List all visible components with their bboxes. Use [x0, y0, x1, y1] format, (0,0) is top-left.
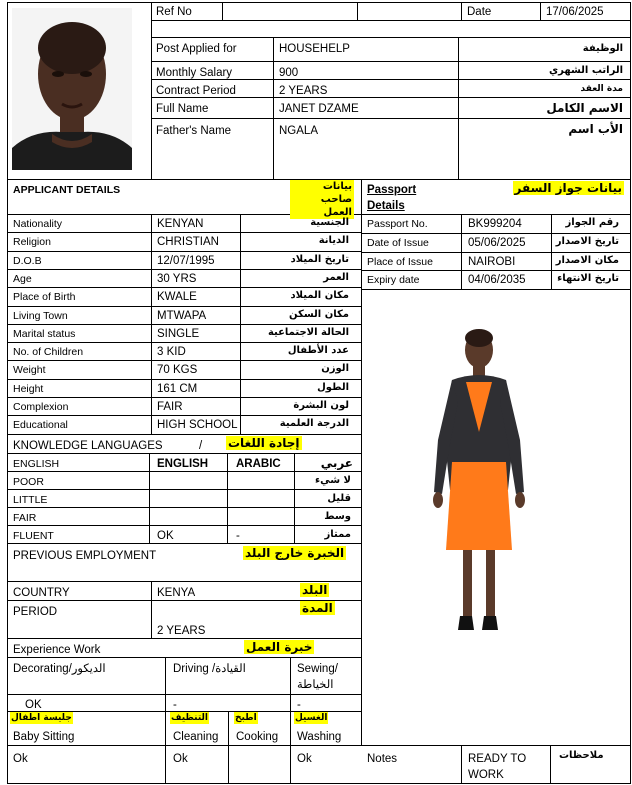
- applicant-row-ar: الدرجة العلمية: [279, 418, 349, 429]
- father-name-ar: الأب اسم: [568, 122, 623, 136]
- language-arabic-value[interactable]: [233, 509, 239, 513]
- language-english-value[interactable]: OK: [157, 530, 174, 542]
- post-applied-label: Post Applied for: [156, 43, 237, 55]
- applicant-row-value[interactable]: SINGLE: [157, 328, 200, 340]
- applicant-row-value[interactable]: KENYAN: [157, 218, 204, 230]
- contract-period-label: Contract Period: [156, 85, 236, 97]
- language-level-label: LITTLE: [13, 494, 48, 506]
- post-applied-value[interactable]: HOUSEHELP: [279, 43, 350, 55]
- passport-row-value[interactable]: 04/06/2035: [468, 274, 526, 286]
- notes-value-line2[interactable]: WORK: [468, 769, 504, 781]
- applicant-row-value[interactable]: CHRISTIAN: [157, 236, 219, 248]
- baby-sitting-ar: جليسة اطفال: [11, 713, 72, 723]
- baby-sitting-value[interactable]: Ok: [13, 753, 28, 765]
- full-name-label: Full Name: [156, 103, 209, 115]
- applicant-row-label: No. of Children: [13, 346, 84, 358]
- country-ar: البلد: [302, 583, 328, 597]
- applicant-row-label: Nationality: [13, 218, 63, 230]
- washing-ar: الغسيل: [295, 713, 328, 723]
- applicant-row-label: Complexion: [13, 401, 69, 413]
- applicant-row-label: Height: [13, 383, 44, 395]
- previous-employment-ar: الخبرة خارج البلد: [245, 546, 345, 560]
- applicant-row-ar: مكان السكن: [289, 309, 349, 320]
- ref-no-label: Ref No: [156, 6, 192, 18]
- applicant-row-ar: الطول: [317, 382, 349, 393]
- passport-row-label: Passport No.: [367, 218, 428, 230]
- period-ar: المدة: [302, 601, 333, 615]
- passport-row-label: Expiry date: [367, 274, 420, 286]
- language-arabic-value[interactable]: [233, 491, 239, 495]
- monthly-salary-value[interactable]: 900: [279, 67, 299, 79]
- passport-row-ar: مكان الاصدار: [555, 255, 619, 266]
- language-level-ar: لا شيء: [315, 475, 351, 486]
- country-value[interactable]: KENYA: [157, 587, 196, 599]
- passport-details-title-2: Details: [367, 200, 405, 212]
- language-level-label: FLUENT: [13, 530, 54, 542]
- language-level-label: FAIR: [13, 512, 37, 524]
- full-name-ar: الاسم الكامل: [546, 101, 623, 115]
- washing-label: Washing: [297, 731, 342, 743]
- post-applied-ar: الوظيفة: [582, 43, 623, 54]
- cooking-ar: اطبخ: [235, 713, 257, 723]
- languages-col-english: ENGLISH: [157, 458, 209, 470]
- passport-details-title-1: Passport: [367, 184, 417, 196]
- applicant-row-label: Marital status: [13, 328, 76, 340]
- applicant-row-ar: الجنسية: [310, 217, 349, 228]
- applicant-row-value[interactable]: 12/07/1995: [157, 255, 215, 267]
- passport-row-value[interactable]: 05/06/2025: [468, 237, 526, 249]
- applicant-row-value[interactable]: HIGH SCHOOL: [157, 419, 238, 431]
- applicant-row-ar: مكان الميلاد: [290, 290, 349, 301]
- applicant-row-label: D.O.B: [13, 255, 42, 267]
- languages-title: KNOWLEDGE LANGUAGES: [13, 440, 163, 452]
- father-name-label: Father's Name: [156, 125, 232, 137]
- applicant-row-label: Living Town: [13, 310, 68, 322]
- notes-ar: ملاحظات: [559, 750, 604, 761]
- country-label: COUNTRY: [13, 587, 70, 599]
- cooking-value[interactable]: [233, 750, 239, 754]
- applicant-row-ar: لون البشرة: [293, 400, 349, 411]
- decorating-label: Decorating/الديكور: [13, 663, 106, 675]
- monthly-salary-label: Monthly Salary: [156, 67, 233, 79]
- monthly-salary-ar: الراتب الشهري: [549, 65, 623, 76]
- applicant-details-ar: بيانات صاحب العمل: [290, 180, 354, 219]
- language-level-ar: ممتاز: [324, 529, 351, 540]
- applicant-row-value[interactable]: MTWAPA: [157, 310, 207, 322]
- languages-col-arabic-ar: عربي: [320, 456, 353, 470]
- applicant-row-label: Educational: [13, 419, 68, 431]
- sewing-label-line2: الخياطة: [297, 679, 334, 691]
- passport-row-label: Place of Issue: [367, 256, 433, 268]
- applicant-row-ar: الوزن: [321, 363, 349, 374]
- passport-row-ar: رقم الجواز: [565, 217, 619, 228]
- applicant-row-ar: الحالة الاجتماعية: [267, 327, 349, 338]
- language-english-value[interactable]: [154, 491, 160, 495]
- language-arabic-value[interactable]: -: [236, 530, 240, 542]
- ref-no-value[interactable]: [224, 3, 230, 7]
- passport-details-ar: بيانات جواز السفر: [514, 181, 622, 195]
- driving-label: Driving /القيادة: [173, 663, 246, 675]
- experience-title: Experience Work: [13, 644, 101, 656]
- applicant-row-value[interactable]: 161 CM: [157, 383, 198, 395]
- date-value[interactable]: 17/06/2025: [546, 6, 604, 18]
- applicant-row-ar: الديانة: [318, 235, 349, 246]
- decorating-value[interactable]: OK: [25, 699, 42, 711]
- applicant-row-value[interactable]: KWALE: [157, 291, 197, 303]
- washing-value[interactable]: Ok: [297, 753, 312, 765]
- contract-period-value[interactable]: 2 YEARS: [279, 85, 328, 97]
- cleaning-value[interactable]: Ok: [173, 753, 188, 765]
- experience-title-ar: خبرة العمل: [246, 640, 313, 654]
- date-label: Date: [467, 6, 492, 18]
- applicant-row-value[interactable]: 3 KID: [157, 346, 186, 358]
- languages-slash: /: [199, 440, 203, 452]
- sewing-label-line1: Sewing/: [297, 663, 338, 675]
- period-label: PERIOD: [13, 606, 58, 618]
- applicant-row-label: Religion: [13, 236, 51, 248]
- language-level-ar: قليل: [327, 493, 351, 504]
- notes-value-line1[interactable]: READY TO: [468, 753, 527, 765]
- language-level-ar: وسط: [324, 511, 351, 522]
- passport-row-value[interactable]: BK999204: [468, 218, 522, 230]
- applicant-row-ar: تاريخ الميلاد: [290, 254, 349, 265]
- language-arabic-value[interactable]: [233, 473, 239, 477]
- contract-period-ar: مدة العقد: [580, 84, 623, 94]
- applicant-row-value[interactable]: 70 KGS: [157, 364, 198, 376]
- father-name-value[interactable]: NGALA: [279, 125, 318, 137]
- applicant-row-label: Age: [13, 273, 32, 285]
- applicant-portrait-photo: [12, 8, 132, 170]
- language-english-value[interactable]: [154, 473, 160, 477]
- driving-value[interactable]: -: [173, 699, 177, 711]
- applicant-row-value[interactable]: FAIR: [157, 401, 183, 413]
- passport-row-ar: تاريخ الانتهاء: [557, 273, 619, 284]
- applicant-row-ar: عدد الأطفال: [287, 345, 349, 356]
- languages-title-ar: إجادة اللغات: [228, 436, 300, 450]
- sewing-value[interactable]: -: [297, 699, 301, 711]
- cleaning-ar: التنظيف: [171, 713, 208, 723]
- language-level-label: POOR: [13, 476, 44, 488]
- passport-row-ar: تاريخ الاصدار: [555, 236, 619, 247]
- cleaning-label: Cleaning: [173, 731, 219, 743]
- applicant-row-label: Place of Birth: [13, 291, 76, 303]
- passport-row-value[interactable]: NAIROBI: [468, 256, 516, 268]
- applicant-row-ar: العمر: [323, 272, 349, 283]
- language-english-value[interactable]: [154, 509, 160, 513]
- full-name-value[interactable]: JANET DZAME: [279, 103, 359, 115]
- notes-label: Notes: [367, 753, 398, 765]
- applicant-full-body-photo: [408, 322, 548, 640]
- period-value[interactable]: 2 YEARS: [157, 625, 206, 637]
- applicant-row-label: Weight: [13, 364, 46, 376]
- applicant-details-title: APPLICANT DETAILS: [13, 184, 121, 196]
- baby-sitting-label: Baby Sitting: [13, 731, 75, 743]
- languages-col-arabic: ARABIC: [236, 458, 281, 470]
- languages-col-label: ENGLISH: [13, 458, 60, 470]
- previous-employment-title: PREVIOUS EMPLOYMENT: [13, 550, 157, 562]
- cooking-label: Cooking: [236, 731, 279, 743]
- passport-row-label: Date of Issue: [367, 237, 429, 249]
- applicant-row-value[interactable]: 30 YRS: [157, 273, 197, 285]
